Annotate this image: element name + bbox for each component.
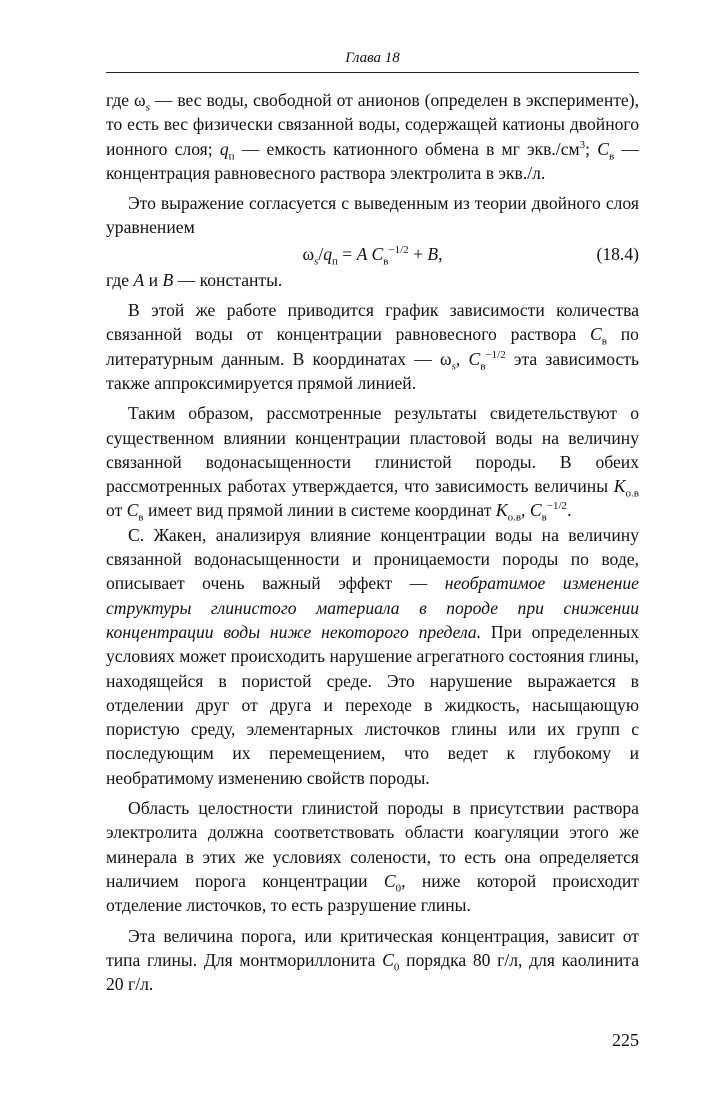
paragraph-8: Эта величина порога, или критическая концентрация, зависит от типа глины. Для монтмориллонита $C_0$ порядка 80 г/л, для каолинита 20 г/л. <box>106 925 639 995</box>
paragraph-4: В этой же работе приводится график зависимости количества связанной воды от концентрации равновесного раствора $C_в$ по литературным данным. В координатах — $\omega_s$, $C_в^{-1/2}$ эта зависимость также аппроксимируется прямой линией. <box>106 300 639 393</box>
paragraph-3: где A и B — константы. <box>106 269 283 290</box>
paragraph-6: С. Жакен, анализируя влияние концентрации воды на величину связанной водонасыщенности и проницаемости породы по воде, описывает очень важный эффект — необратимое изменение структуры глинистого материала в породе при снижении концентрации воды ниже некоторого предела. При определенных условиях может происходить нарушение агрегатного состояния глины, находящейся в пористой среде. Это нарушение выражается в отделении друг от друга и переходе в жидкость, насыщающую пористую среду, элементарных листочков глины или их групп с последующим их перемещением, что ведет к глубокому и необратимому изменению свойств породы. <box>106 524 639 788</box>
paragraph-7: Область целостности глинистой породы в присутствии раствора электролита должна соответствовать области коагуляции этого же минерала в этих же условиях солености, то есть она определяется наличием порога концентрации $C_0$, ниже которой происходит отделение листочков, то есть разрушение глины. <box>106 798 639 916</box>
equation-18-4 <box>106 242 639 268</box>
emphasis-text: необратимое изменение структуры глинистого материала в породе при снижении концентрации воды ниже некоторого предела. <box>106 573 639 642</box>
page-number: 225 <box>612 1030 639 1050</box>
paragraph-5: Таким образом, рассмотренные результаты свидетельствуют о существенном влиянии концентрации пластовой воды на величину связанной водонасыщенности глинистой породы. В обеих рассмотренных работах утверждается, что зависимость величины $K_{о.в}$ от $C_в$ имеет вид прямой линии в системе координат $K_{о.в}$, $C_в^{-1/2}$. <box>106 403 639 524</box>
paragraph-1: где $\omega_s$ — вес воды, свободной от анионов (определен в эксперименте), то есть вес физически связанной воды, содержащей катионы двойного ионного слоя; $q_п$ — емкость катионного обмена в мг $экв./см^3$; $C_в$ — концентрация равновесного раствора электролита в экв./л. <box>106 90 639 183</box>
header-rule <box>106 72 639 73</box>
equation-number: (18.4) <box>596 243 639 264</box>
page-body <box>106 88 639 996</box>
equation-body: $\omega_s/q_п = A$ $C_в^{-1/2} + B$, <box>302 243 443 268</box>
running-header: Глава 18 <box>345 50 400 66</box>
paragraph-2: Это выражение согласуется с выведенным из теории двойного слоя уравнением <box>106 193 639 238</box>
